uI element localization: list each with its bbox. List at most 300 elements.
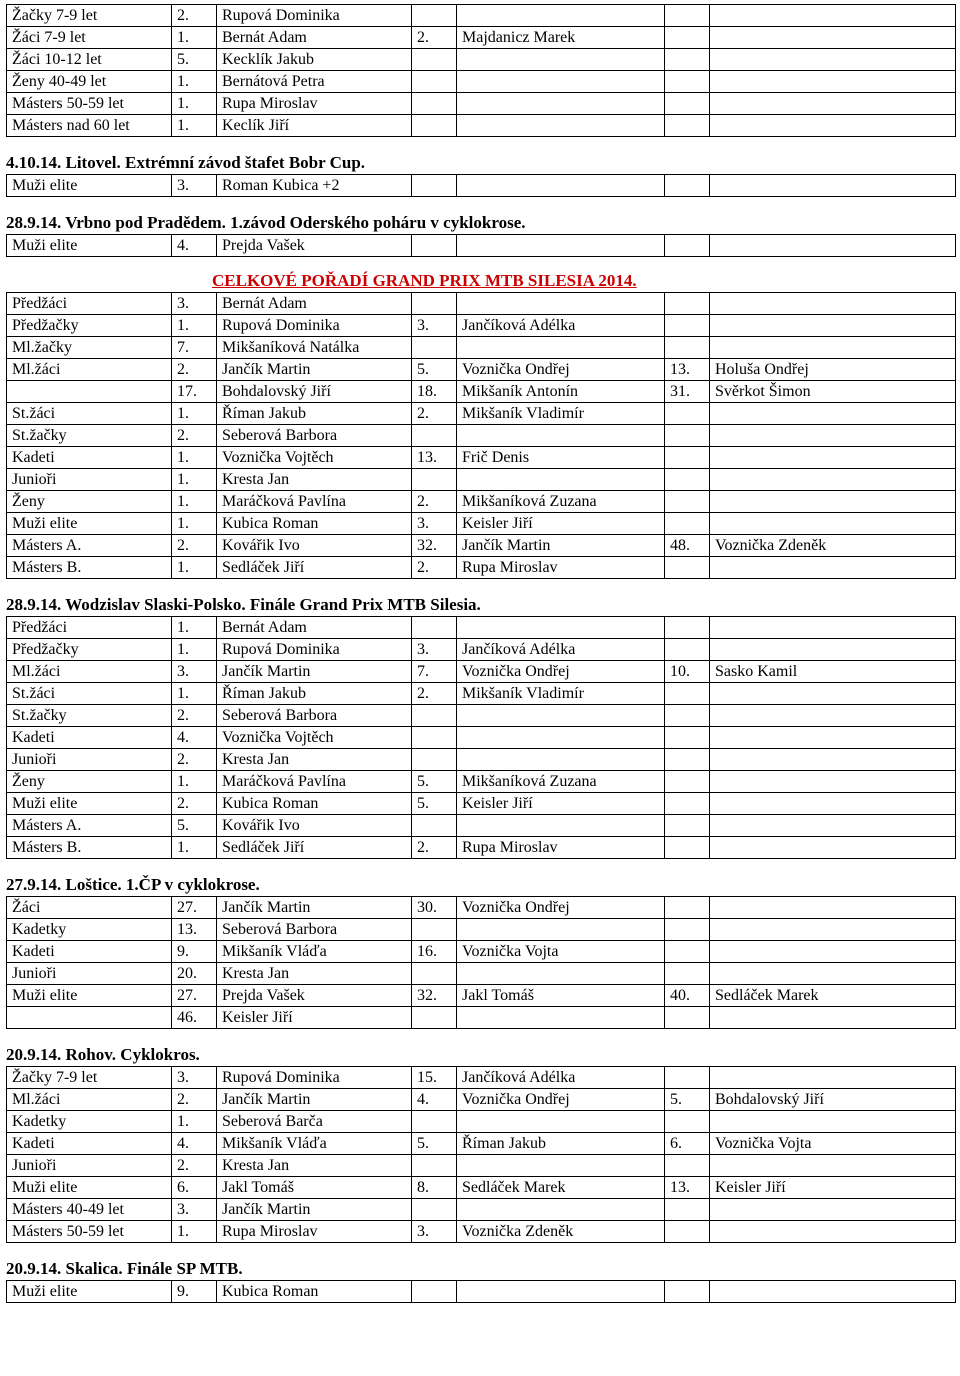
rider-cell: Voznička Ondřej xyxy=(457,1089,665,1111)
rider-cell: Bernátová Petra xyxy=(217,71,412,93)
event-heading: 27.9.14. Loštice. 1.ČP v cyklokrose. xyxy=(6,875,260,894)
rider-cell xyxy=(710,425,956,447)
table-row xyxy=(7,381,956,403)
results-table xyxy=(6,292,956,579)
place-cell xyxy=(665,771,710,793)
rider-cell: Jakl Tomáš xyxy=(457,985,665,1007)
table-row xyxy=(7,1177,956,1199)
place-cell xyxy=(665,1007,710,1029)
place-cell: 1. xyxy=(172,447,217,469)
place-cell: 7. xyxy=(172,337,217,359)
table-row xyxy=(7,557,956,579)
category-cell: Másters B. xyxy=(7,557,172,579)
place-cell: 7. xyxy=(412,661,457,683)
category-cell: Kadeti xyxy=(7,941,172,963)
place-cell: 17. xyxy=(172,381,217,403)
category-cell: Předžáci xyxy=(7,617,172,639)
place-cell: 1. xyxy=(172,27,217,49)
table-row xyxy=(7,705,956,727)
rider-cell: Seberová Barča xyxy=(217,1111,412,1133)
place-cell: 5. xyxy=(665,1089,710,1111)
event-heading: 4.10.14. Litovel. Extrémní závod štafet Bobr Cup. xyxy=(6,153,366,172)
place-cell xyxy=(412,293,457,315)
place-cell xyxy=(665,727,710,749)
place-cell: 31. xyxy=(665,381,710,403)
rider-cell xyxy=(457,293,665,315)
place-cell xyxy=(665,1281,710,1303)
results-table xyxy=(6,1280,956,1303)
place-cell xyxy=(665,557,710,579)
place-cell: 1. xyxy=(172,557,217,579)
results-table xyxy=(6,616,956,859)
place-cell xyxy=(665,919,710,941)
place-cell: 2. xyxy=(172,5,217,27)
place-cell: 1. xyxy=(172,1111,217,1133)
table-row xyxy=(7,963,956,985)
rider-cell xyxy=(710,705,956,727)
place-cell: 30. xyxy=(412,897,457,919)
place-cell xyxy=(665,837,710,859)
rider-cell: Maráčková Pavlína xyxy=(217,491,412,513)
rider-cell: Bernát Adam xyxy=(217,27,412,49)
table-row xyxy=(7,469,956,491)
rider-cell xyxy=(710,727,956,749)
place-cell: 48. xyxy=(665,535,710,557)
place-cell: 3. xyxy=(172,1199,217,1221)
rider-cell: Kresta Jan xyxy=(217,469,412,491)
rider-cell xyxy=(457,1111,665,1133)
place-cell: 3. xyxy=(412,315,457,337)
rider-cell: Rupa Miroslav xyxy=(457,837,665,859)
table-row xyxy=(7,793,956,815)
rider-cell: Mikšaník Vladimír xyxy=(457,683,665,705)
rider-cell: Sedláček Jiří xyxy=(217,557,412,579)
table-row xyxy=(7,359,956,381)
rider-cell: Sedláček Marek xyxy=(457,1177,665,1199)
place-cell: 1. xyxy=(172,491,217,513)
place-cell: 2. xyxy=(172,793,217,815)
place-cell: 2. xyxy=(412,557,457,579)
place-cell: 9. xyxy=(172,941,217,963)
category-cell: Másters 50-59 let xyxy=(7,93,172,115)
section-spacer xyxy=(6,197,956,209)
category-cell: Junioři xyxy=(7,469,172,491)
rider-cell xyxy=(710,557,956,579)
table-row xyxy=(7,175,956,197)
table-row xyxy=(7,293,956,315)
table-row xyxy=(7,337,956,359)
place-cell: 1. xyxy=(172,513,217,535)
rider-cell: Voznička Zdeněk xyxy=(710,535,956,557)
category-cell: Předžačky xyxy=(7,639,172,661)
rider-cell xyxy=(457,175,665,197)
rider-cell xyxy=(710,5,956,27)
rider-cell xyxy=(710,175,956,197)
place-cell xyxy=(665,705,710,727)
place-cell: 1. xyxy=(172,315,217,337)
table-row xyxy=(7,425,956,447)
table-row xyxy=(7,727,956,749)
place-cell xyxy=(665,1199,710,1221)
rider-cell xyxy=(710,71,956,93)
table-row xyxy=(7,941,956,963)
table-row xyxy=(7,115,956,137)
rider-cell: Seberová Barbora xyxy=(217,705,412,727)
place-cell xyxy=(665,115,710,137)
table-row xyxy=(7,1133,956,1155)
category-cell: Ml.žačky xyxy=(7,337,172,359)
rider-cell: Kovářik Ivo xyxy=(217,815,412,837)
category-cell: Ml.žáci xyxy=(7,1089,172,1111)
rider-cell: Říman Jakub xyxy=(217,683,412,705)
place-cell xyxy=(665,235,710,257)
place-cell xyxy=(412,963,457,985)
rider-cell xyxy=(710,815,956,837)
rider-cell xyxy=(457,1281,665,1303)
rider-cell xyxy=(710,27,956,49)
place-cell xyxy=(412,175,457,197)
place-cell xyxy=(412,919,457,941)
place-cell: 10. xyxy=(665,661,710,683)
place-cell: 4. xyxy=(172,1133,217,1155)
rider-cell xyxy=(710,315,956,337)
rider-cell: Rupa Miroslav xyxy=(217,93,412,115)
place-cell: 3. xyxy=(172,293,217,315)
rider-cell xyxy=(710,337,956,359)
category-cell: Kadeti xyxy=(7,727,172,749)
rider-cell: Voznička Zdeněk xyxy=(457,1221,665,1243)
place-cell: 3. xyxy=(172,1067,217,1089)
place-cell: 1. xyxy=(172,837,217,859)
rider-cell: Voznička Vojtěch xyxy=(217,447,412,469)
place-cell: 32. xyxy=(412,535,457,557)
place-cell: 2. xyxy=(412,403,457,425)
rider-cell xyxy=(457,617,665,639)
rider-cell: Sasko Kamil xyxy=(710,661,956,683)
place-cell xyxy=(665,513,710,535)
table-row xyxy=(7,447,956,469)
category-cell: Ženy xyxy=(7,771,172,793)
rider-cell: Keisler Jiří xyxy=(217,1007,412,1029)
table-row xyxy=(7,235,956,257)
place-cell: 1. xyxy=(172,71,217,93)
place-cell xyxy=(665,941,710,963)
place-cell: 5. xyxy=(172,815,217,837)
rider-cell xyxy=(710,1007,956,1029)
place-cell xyxy=(412,93,457,115)
place-cell: 1. xyxy=(172,639,217,661)
rider-cell: Jančíková Adélka xyxy=(457,639,665,661)
rider-cell: Roman Kubica +2 xyxy=(217,175,412,197)
rider-cell xyxy=(457,815,665,837)
place-cell: 2. xyxy=(172,359,217,381)
place-cell: 8. xyxy=(412,1177,457,1199)
rider-cell: Mikšaník Vladimír xyxy=(457,403,665,425)
place-cell xyxy=(665,293,710,315)
place-cell: 2. xyxy=(172,1155,217,1177)
rider-cell: Voznička Vojta xyxy=(457,941,665,963)
place-cell xyxy=(665,749,710,771)
place-cell xyxy=(412,49,457,71)
category-cell: Másters 40-49 let xyxy=(7,1199,172,1221)
category-cell: St.žačky xyxy=(7,705,172,727)
rider-cell xyxy=(457,749,665,771)
rider-cell: Keclík Jiří xyxy=(217,115,412,137)
category-cell: Másters 50-59 let xyxy=(7,1221,172,1243)
place-cell: 5. xyxy=(412,359,457,381)
place-cell xyxy=(412,5,457,27)
category-cell: Másters A. xyxy=(7,535,172,557)
category-cell: Kadetky xyxy=(7,1111,172,1133)
table-row xyxy=(7,1281,956,1303)
place-cell: 13. xyxy=(665,1177,710,1199)
rider-cell xyxy=(710,617,956,639)
rider-cell: Voznička Vojtěch xyxy=(217,727,412,749)
rider-cell: Svěrkot Šimon xyxy=(710,381,956,403)
rider-cell xyxy=(710,93,956,115)
rider-cell xyxy=(457,469,665,491)
place-cell: 27. xyxy=(172,897,217,919)
place-cell xyxy=(412,1007,457,1029)
section-spacer xyxy=(6,137,956,149)
event-heading: 28.9.14. Vrbno pod Pradědem. 1.závod Oderského poháru v cyklokrose. xyxy=(6,213,526,232)
rider-cell xyxy=(710,639,956,661)
rider-cell: Mikšaník Vláďa xyxy=(217,941,412,963)
rider-cell xyxy=(710,491,956,513)
rider-cell: Mikšaníková Zuzana xyxy=(457,491,665,513)
rider-cell xyxy=(710,1221,956,1243)
rider-cell: Rupová Dominika xyxy=(217,5,412,27)
category-cell: Ml.žáci xyxy=(7,661,172,683)
place-cell: 3. xyxy=(412,513,457,535)
table-row xyxy=(7,27,956,49)
place-cell: 2. xyxy=(412,837,457,859)
category-cell: Másters B. xyxy=(7,837,172,859)
rider-cell xyxy=(457,5,665,27)
rider-cell xyxy=(710,1067,956,1089)
rider-cell xyxy=(710,115,956,137)
place-cell xyxy=(665,71,710,93)
table-row xyxy=(7,837,956,859)
place-cell: 1. xyxy=(172,93,217,115)
table-row xyxy=(7,1111,956,1133)
rider-cell: Rupová Dominika xyxy=(217,315,412,337)
rider-cell xyxy=(457,1155,665,1177)
place-cell xyxy=(412,705,457,727)
rider-cell: Majdanicz Marek xyxy=(457,27,665,49)
table-row xyxy=(7,5,956,27)
category-cell: Muži elite xyxy=(7,513,172,535)
category-cell: St.žáci xyxy=(7,683,172,705)
rider-cell: Voznička Ondřej xyxy=(457,661,665,683)
rider-cell xyxy=(457,235,665,257)
table-row xyxy=(7,93,956,115)
category-cell: Muži elite xyxy=(7,985,172,1007)
place-cell xyxy=(412,71,457,93)
place-cell: 2. xyxy=(172,535,217,557)
table-row xyxy=(7,1067,956,1089)
place-cell xyxy=(412,749,457,771)
category-cell: Kadeti xyxy=(7,447,172,469)
place-cell xyxy=(665,93,710,115)
table-row xyxy=(7,513,956,535)
place-cell: 5. xyxy=(412,771,457,793)
rider-cell xyxy=(457,727,665,749)
table-row xyxy=(7,815,956,837)
rider-cell: Kresta Jan xyxy=(217,749,412,771)
results-document xyxy=(6,4,956,1303)
place-cell: 4. xyxy=(412,1089,457,1111)
table-row xyxy=(7,661,956,683)
rider-cell xyxy=(710,293,956,315)
rider-cell: Kovářik Ivo xyxy=(217,535,412,557)
place-cell xyxy=(665,5,710,27)
rider-cell: Kresta Jan xyxy=(217,963,412,985)
rider-cell: Bernát Adam xyxy=(217,293,412,315)
place-cell: 6. xyxy=(665,1133,710,1155)
rider-cell: Keisler Jiří xyxy=(710,1177,956,1199)
place-cell: 3. xyxy=(412,1221,457,1243)
category-cell: Ženy xyxy=(7,491,172,513)
place-cell: 32. xyxy=(412,985,457,1007)
place-cell: 2. xyxy=(172,749,217,771)
results-table xyxy=(6,4,956,137)
category-cell: Žáci 7-9 let xyxy=(7,27,172,49)
rider-cell xyxy=(457,705,665,727)
rider-cell xyxy=(710,447,956,469)
place-cell: 13. xyxy=(172,919,217,941)
rider-cell xyxy=(710,403,956,425)
place-cell xyxy=(665,337,710,359)
category-cell: Másters nad 60 let xyxy=(7,115,172,137)
section-spacer xyxy=(6,859,956,871)
rider-cell xyxy=(457,71,665,93)
rider-cell xyxy=(710,771,956,793)
rider-cell: Jančík Martin xyxy=(457,535,665,557)
results-table xyxy=(6,234,956,257)
category-cell: Předžačky xyxy=(7,315,172,337)
place-cell: 13. xyxy=(412,447,457,469)
section-spacer xyxy=(6,1243,956,1255)
rider-cell: Mikšaník Antonín xyxy=(457,381,665,403)
rider-cell: Sedláček Jiří xyxy=(217,837,412,859)
place-cell xyxy=(665,491,710,513)
rider-cell: Jančíková Adélka xyxy=(457,1067,665,1089)
place-cell xyxy=(665,425,710,447)
place-cell xyxy=(665,469,710,491)
rider-cell: Rupová Dominika xyxy=(217,1067,412,1089)
rider-cell: Voznička Vojta xyxy=(710,1133,956,1155)
table-row xyxy=(7,683,956,705)
table-row xyxy=(7,1007,956,1029)
category-cell: Muži elite xyxy=(7,1177,172,1199)
place-cell xyxy=(665,815,710,837)
rider-cell: Seberová Barbora xyxy=(217,919,412,941)
place-cell: 1. xyxy=(172,771,217,793)
place-cell xyxy=(412,815,457,837)
category-cell: Žačky 7-9 let xyxy=(7,5,172,27)
place-cell: 3. xyxy=(172,661,217,683)
place-cell xyxy=(665,639,710,661)
section-spacer xyxy=(6,1029,956,1041)
place-cell: 27. xyxy=(172,985,217,1007)
rider-cell xyxy=(710,749,956,771)
table-row xyxy=(7,1089,956,1111)
rider-cell xyxy=(710,1199,956,1221)
place-cell: 13. xyxy=(665,359,710,381)
rider-cell xyxy=(710,1155,956,1177)
place-cell: 5. xyxy=(412,793,457,815)
rider-cell xyxy=(457,115,665,137)
rider-cell: Keisler Jiří xyxy=(457,793,665,815)
place-cell xyxy=(665,963,710,985)
place-cell: 1. xyxy=(172,469,217,491)
place-cell: 18. xyxy=(412,381,457,403)
place-cell: 1. xyxy=(172,115,217,137)
place-cell xyxy=(665,1221,710,1243)
place-cell: 2. xyxy=(412,683,457,705)
rider-cell: Bernát Adam xyxy=(217,617,412,639)
category-cell: St.žáci xyxy=(7,403,172,425)
rider-cell: Bohdalovský Jiří xyxy=(710,1089,956,1111)
place-cell: 2. xyxy=(412,27,457,49)
place-cell: 16. xyxy=(412,941,457,963)
place-cell: 3. xyxy=(172,175,217,197)
results-table xyxy=(6,174,956,197)
rider-cell: Sedláček Marek xyxy=(710,985,956,1007)
rider-cell: Maráčková Pavlína xyxy=(217,771,412,793)
place-cell: 1. xyxy=(172,683,217,705)
place-cell xyxy=(412,617,457,639)
rider-cell xyxy=(710,793,956,815)
place-cell xyxy=(412,1281,457,1303)
rider-cell: Seberová Barbora xyxy=(217,425,412,447)
rider-cell: Říman Jakub xyxy=(457,1133,665,1155)
place-cell xyxy=(665,447,710,469)
place-cell: 9. xyxy=(172,1281,217,1303)
results-table xyxy=(6,896,956,1029)
place-cell: 6. xyxy=(172,1177,217,1199)
place-cell xyxy=(412,727,457,749)
category-cell: St.žačky xyxy=(7,425,172,447)
table-row xyxy=(7,403,956,425)
category-cell: Muži elite xyxy=(7,793,172,815)
rider-cell: Keisler Jiří xyxy=(457,513,665,535)
table-row xyxy=(7,617,956,639)
place-cell xyxy=(665,27,710,49)
rider-cell: Mikšaník Vláďa xyxy=(217,1133,412,1155)
table-row xyxy=(7,49,956,71)
category-cell: Junioři xyxy=(7,1155,172,1177)
rider-cell xyxy=(457,963,665,985)
place-cell xyxy=(412,115,457,137)
category-cell: Junioři xyxy=(7,749,172,771)
place-cell xyxy=(665,315,710,337)
event-heading: 20.9.14. Skalica. Finále SP MTB. xyxy=(6,1259,243,1278)
rider-cell: Voznička Ondřej xyxy=(457,897,665,919)
section-spacer xyxy=(6,257,956,265)
category-cell: Muži elite xyxy=(7,175,172,197)
category-cell: Muži elite xyxy=(7,1281,172,1303)
place-cell xyxy=(665,403,710,425)
place-cell xyxy=(412,469,457,491)
place-cell: 15. xyxy=(412,1067,457,1089)
category-cell: Másters A. xyxy=(7,815,172,837)
table-row xyxy=(7,1155,956,1177)
place-cell xyxy=(665,683,710,705)
category-cell: Kadeti xyxy=(7,1133,172,1155)
rider-cell: Holuša Ondřej xyxy=(710,359,956,381)
